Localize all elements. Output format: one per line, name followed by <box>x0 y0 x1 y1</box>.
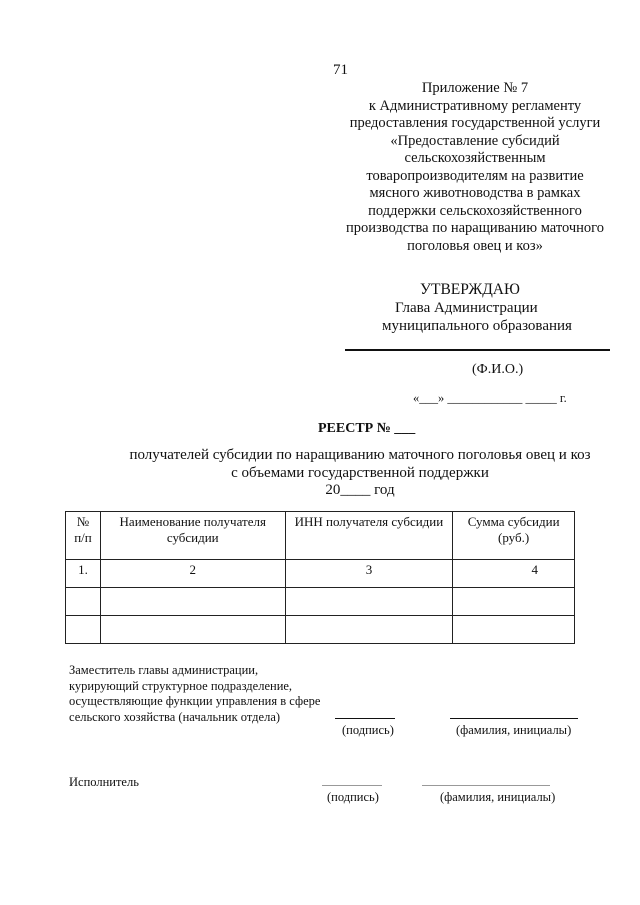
table-row <box>66 616 575 644</box>
table-header-row <box>66 512 575 560</box>
approval-organization: муниципального образования <box>382 318 572 334</box>
appendix-line: поддержки сельскохозяйственного <box>368 202 582 219</box>
appendix-line: сельскохозяйственным <box>404 150 546 166</box>
register-subtitle-line: получателей субсидии по наращиванию маточного поголовья овец и коз <box>129 447 591 463</box>
deputy-name-caption: (фамилия, инициалы) <box>456 723 572 737</box>
header-cell-number: № п/п <box>66 512 101 560</box>
table-cell <box>66 588 101 616</box>
deputy-line: сельского хозяйства (начальник отдела) <box>69 709 281 724</box>
header-cell-recipient: Наименование получателя субсидии <box>100 512 285 560</box>
table-cell <box>100 616 285 644</box>
register-subtitle <box>110 447 610 500</box>
approval-title: УТВЕРЖДАЮ <box>420 281 520 298</box>
appendix-line: Приложение № 7 <box>421 80 529 96</box>
appendix-header <box>330 80 620 255</box>
executor-signature-caption: (подпись) <box>327 790 379 804</box>
fio-caption: (Ф.И.О.) <box>472 362 524 377</box>
appendix-line: «Предоставление субсидий <box>390 132 560 149</box>
deputy-name-line <box>450 718 578 719</box>
table-cell: 4 <box>453 560 575 588</box>
executor-label: Исполнитель <box>69 775 139 789</box>
table-cell: 2 <box>100 560 285 588</box>
deputy-line: Заместитель главы администрации, <box>69 663 259 677</box>
deputy-signature-caption: (подпись) <box>342 723 394 737</box>
approval-signature-line <box>345 349 610 351</box>
table-cell <box>100 588 285 616</box>
table-row <box>66 560 575 588</box>
header-cell-amount: Сумма субсидии (руб.) <box>453 512 575 560</box>
table-cell <box>66 616 101 644</box>
approval-position: Глава Администрации <box>395 300 538 316</box>
deputy-signature-line <box>335 718 395 719</box>
table-cell <box>453 616 575 644</box>
executor-name-line <box>422 785 550 786</box>
page-number: 71 <box>333 62 348 78</box>
appendix-line: мясного животноводства в рамках <box>369 185 581 201</box>
approval-date: «___» ____________ _____ г. <box>413 391 567 405</box>
table-row <box>66 588 575 616</box>
deputy-signature-block <box>69 663 320 725</box>
appendix-line: к Административному регламенту <box>368 97 582 114</box>
executor-name-caption: (фамилия, инициалы) <box>440 790 556 804</box>
register-year: 20____ год <box>325 482 395 498</box>
deputy-line: курирующий структурное подразделение, <box>69 678 293 693</box>
header-cell-inn: ИНН получателя субсидии <box>285 512 453 560</box>
executor-signature-line <box>322 785 382 786</box>
appendix-line: производства по наращиванию маточного <box>346 220 604 236</box>
table-cell <box>285 588 453 616</box>
table-cell: 1. <box>66 560 101 588</box>
register-subtitle-line: с объемами государственной поддержки <box>231 464 489 481</box>
table-cell: 3 <box>285 560 453 588</box>
deputy-line: осуществляющие функции управления в сфере <box>69 694 321 708</box>
table-cell <box>285 616 453 644</box>
appendix-line: товаропроизводителям на развитие <box>366 167 584 184</box>
table-cell <box>453 588 575 616</box>
appendix-line: предоставления государственной услуги <box>349 115 601 131</box>
appendix-line: поголовья овец и коз» <box>407 237 543 254</box>
registry-table <box>65 511 575 644</box>
register-title: РЕЕСТР № ___ <box>318 421 416 436</box>
